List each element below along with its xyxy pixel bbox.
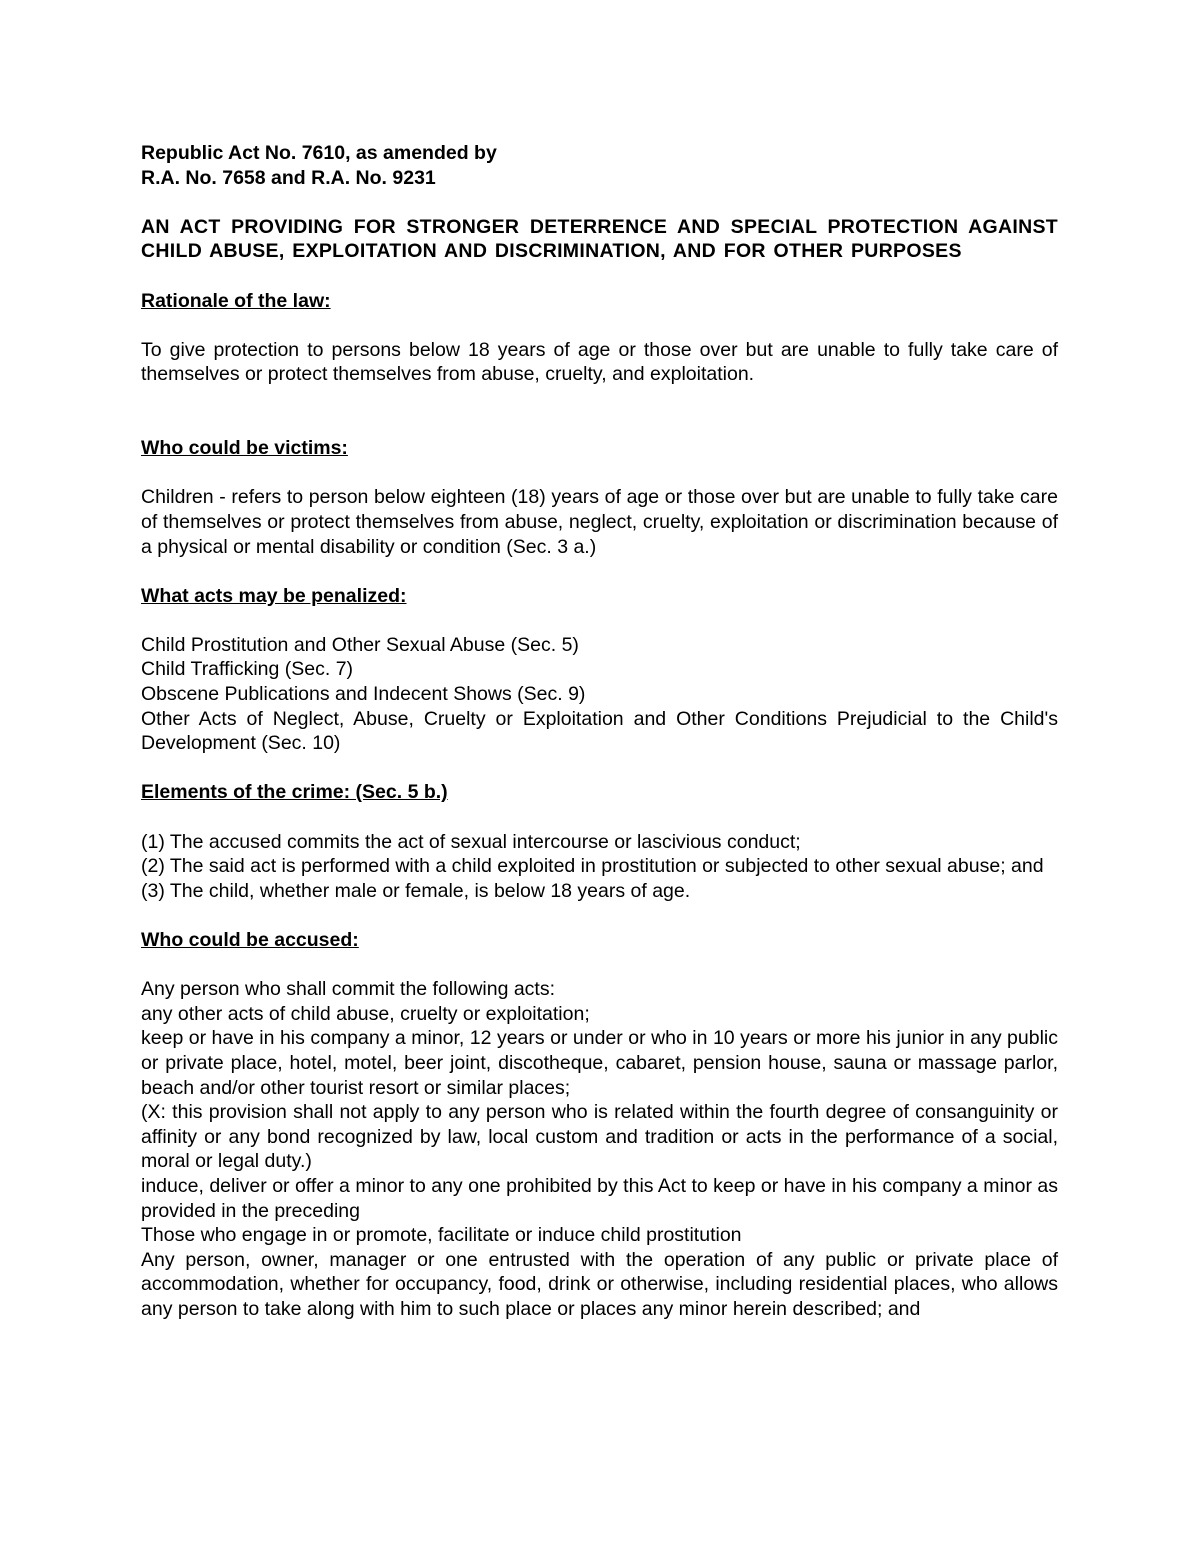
rationale-heading: Rationale of the law: <box>141 289 331 312</box>
list-item: (2) The said act is performed with a child exploited in prostitution or subjected to other sexual abuse; and <box>141 855 1044 878</box>
document-body <box>141 141 1058 1346</box>
list-item: (X: this provision shall not apply to any person who is related within the fourth degree of consanguinity or affinity or any bond recognized by law, local custom and tradition or acts in the performance of a social, moral or legal duty.) <box>141 1101 1058 1173</box>
list-item: Any person who shall commit the following acts: <box>141 978 556 1001</box>
penalized-list <box>141 633 1058 756</box>
list-item: Other Acts of Neglect, Abuse, Cruelty or Exploitation and Other Conditions Prejudicial to the Child's Development (Sec. 10) <box>141 707 1058 755</box>
rationale-text: To give protection to persons below 18 years of age or those over but are unable to fully take care of themselves or protect themselves from abuse, cruelty, and exploitation. <box>141 338 1058 386</box>
elements-list <box>141 830 1058 904</box>
act-title: AN ACT PROVIDING FOR STRONGER DETERRENCE AND SPECIAL PROTECTION AGAINST CHILD ABUSE, EXPLOITATION AND DISCRIMINATION, AND FOR OTHER PURPOSES <box>141 215 1058 263</box>
header-line-1: Republic Act No. 7610, as amended by <box>141 142 497 164</box>
list-item: any other acts of child abuse, cruelty or exploitation; <box>141 1002 590 1025</box>
list-item: Those who engage in or promote, facilitate or induce child prostitution <box>141 1224 742 1247</box>
victims-heading: Who could be victims: <box>141 437 348 460</box>
list-item: Obscene Publications and Indecent Shows (Sec. 9) <box>141 683 586 706</box>
list-item: (1) The accused commits the act of sexual intercourse or lascivious conduct; <box>141 830 801 853</box>
document-header <box>141 141 1058 190</box>
list-item: Child Prostitution and Other Sexual Abuse (Sec. 5) <box>141 633 579 656</box>
header-line-2: R.A. No. 7658 and R.A. No. 9231 <box>141 166 436 189</box>
victims-text: Children - refers to person below eighteen (18) years of age or those over but are unable to fully take care of themselves or protect themselves from abuse, neglect, cruelty, exploitation or discrimination because of a physical or mental disability or condition (Sec. 3 a.) <box>141 486 1058 558</box>
elements-heading: Elements of the crime: (Sec. 5 b.) <box>141 781 448 804</box>
accused-list <box>141 977 1058 1321</box>
list-item: Any person, owner, manager or one entrusted with the operation of any public or private place of accommodation, whether for occupancy, food, drink or otherwise, including residential places, who allows any person to take along with him to such place or places any minor herein described; and <box>141 1248 1058 1320</box>
list-item: keep or have in his company a minor, 12 years or under or who in 10 years or more his junior in any public or private place, hotel, motel, beer joint, discotheque, cabaret, pension house, sauna or massage parlor, beach and/or other tourist resort or similar places; <box>141 1027 1058 1099</box>
accused-heading: Who could be accused: <box>141 929 359 951</box>
penalized-heading: What acts may be penalized: <box>141 584 407 607</box>
list-item: Child Trafficking (Sec. 7) <box>141 658 354 681</box>
list-item: (3) The child, whether male or female, is below 18 years of age. <box>141 879 691 902</box>
list-item: induce, deliver or offer a minor to any one prohibited by this Act to keep or have in his company a minor as provided in the preceding <box>141 1174 1058 1222</box>
